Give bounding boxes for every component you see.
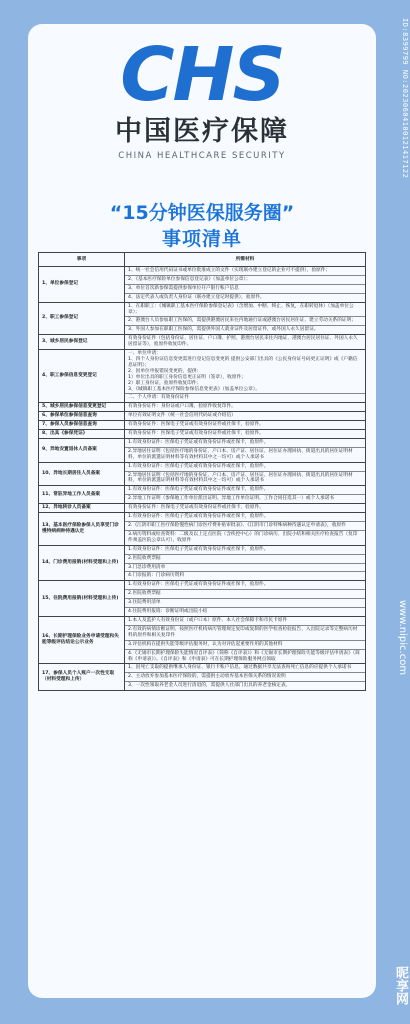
material-entry: 1.有效身份证件：医保电子凭证或有效身份证件或社保卡，验原件。 xyxy=(125,581,365,590)
material-entry: 有效身份证件：医保电子凭证或有效身份证件或社保卡，验原件。 xyxy=(128,505,264,511)
table-header xyxy=(39,253,366,267)
table-row xyxy=(39,303,366,336)
row-materials xyxy=(125,403,366,411)
table-row xyxy=(39,617,366,664)
material-entry: 2、主动放弃参加基本医疗保险的，需提供主动放弃基本医保关系的情况说明 xyxy=(125,673,365,682)
material-entry: 1.有效身份证件：医保电子凭证或有效身份证件或社保卡，验原件。 xyxy=(125,513,365,522)
material-entry: 4.门诊报销：门诊病历资料 xyxy=(128,573,185,579)
row-item-name: 13、基本医疗保险参保人员享受门诊慢特病病种待遇认定 xyxy=(39,513,125,545)
row-materials xyxy=(125,335,366,349)
row-item-name: 14、门诊费用报销(材料受理和上传) xyxy=(39,546,125,581)
row-item-name: 8、出具《参保凭证》 xyxy=(39,430,125,438)
table-row xyxy=(39,403,366,412)
material-entry: 2.有效的病情诊断证明、按照医疗机构病历管理规定复印或复制的医学检查检验报告、入出院记录等完整病历材料的原件和相关复印件 xyxy=(125,626,365,641)
material-entry: 3.病历资料或检查资料：二级及以上定点医院（含疾控中心）的门诊病历、出院小结和相关医疗检查报告（复印件须盖医院公章认可），收原件 xyxy=(128,531,358,543)
material-entry: 1.有效身份证件：医保电子凭证或有效身份证件或社保卡，验原件。 xyxy=(125,486,365,495)
material-entry: 2.异地居住证明（包括医疗地的身份证、户口本、房产证、居住证、居住证办理回执、街道出具的居住证明材料，单位的派遣证明材料等有效材料其中之一均可）或个人承诺书 xyxy=(128,472,353,484)
row-item-name: 5、城乡居民参保信息变更登记 xyxy=(39,403,125,411)
material-entry: 2、港澳台人员参加职工医保的，需提供港澳居民来往内地通行证或港澳台居民居住证、建立劳动关系的证明； xyxy=(125,317,365,326)
material-entry: 2.异地居住证明（包括医疗地的身份证、户口本、房产证、居住证、居住证办理回执、街道出具的居住证明材料，单位的派遣证明材料等有效材料其中之一均可）或个人承诺书 xyxy=(128,448,353,460)
row-materials xyxy=(125,421,366,429)
row-materials xyxy=(125,303,366,335)
row-item-name: 17、参保人员个人账户一次性支取（材料受理和上传） xyxy=(39,664,125,690)
header-item: 事项 xyxy=(39,253,125,266)
material-entry: 1.有效身份证件：医保电子凭证或有效身份证件或社保卡，验原件。 xyxy=(125,439,365,448)
poster-title-line1: “15分钟医保服务圈” xyxy=(109,202,295,224)
logo-name-cn: 中国医疗保障 xyxy=(115,116,289,147)
material-entry: 有效身份证件：身份证或户口簿，验原件收复印件。 xyxy=(128,404,236,410)
row-item-name: 15、住院费用报销(材料受理和上传) xyxy=(39,581,125,616)
material-entry: 2.异地工作证明（参保地工作单位派出证明、异地工作单位证明、工作合同任选其一）或个人承诺书 xyxy=(128,496,335,502)
logo-mark: CHS xyxy=(120,32,284,118)
table-row xyxy=(39,664,366,691)
material-entry: 2.《江阴市职工医疗保险慢性病门诊医疗费补贴审批表》、《江阴市门诊特殊病种待遇认定申请表》，收原件 xyxy=(125,522,365,531)
row-materials xyxy=(125,412,366,420)
table-row xyxy=(39,421,366,430)
material-entry: 3.住院费用清单 xyxy=(125,599,365,608)
row-materials xyxy=(125,664,366,690)
watermark-site: www.nipic.com xyxy=(397,600,408,676)
material-entry: 1.本人及监护人有效身份证（或户口本）原件、本人社会保障卡和市民卡原件 xyxy=(125,617,365,626)
table-row xyxy=(39,350,366,403)
row-materials xyxy=(125,546,366,581)
row-item-name: 11、常驻异地工作人员备案 xyxy=(39,486,125,503)
table-row xyxy=(39,581,366,617)
table-row xyxy=(39,504,366,513)
material-entry: 3、单位首次新参保需提供参保单位开户银行账户信息 xyxy=(125,285,365,294)
material-entry: 有效身份证件：医保电子凭证或有效身份证件或社保卡，验原件。 xyxy=(128,422,264,428)
table-row xyxy=(39,463,366,487)
row-materials xyxy=(125,617,366,663)
row-item-name: 2、职工参保登记 xyxy=(39,303,125,335)
row-materials xyxy=(125,439,366,462)
table-row xyxy=(39,267,366,303)
table-row xyxy=(39,335,366,350)
material-entry: 1.有效身份证件：医保电子凭证或有效身份证件或社保卡，验原件。 xyxy=(125,546,365,555)
chs-logo xyxy=(28,32,376,161)
material-entry: 3、外国人参加在职职工医保的，需提供外国人就业证件及居留证件，或外国人永久居留证。 xyxy=(128,327,319,333)
row-materials xyxy=(125,581,366,616)
logo-name-en: CHINA HEALTHCARE SECURITY xyxy=(118,151,286,161)
row-item-name: 3、城乡居民参保登记 xyxy=(39,335,125,349)
watermark-brand: 昵享网 xyxy=(393,966,408,1005)
table-row xyxy=(39,430,366,439)
material-entry: 4.《无锡市长期护理保险失能情况自评表》（简称《自评表》）和《无锡市长期护理保险失能等级评估申请表》（简称《申请表》）。《自评表》和《申请表》可在长期护理保险服务网点领取 xyxy=(128,650,360,662)
material-entry: 1、因死亡支取的提供继承人身份证、银行卡账户信息，通过数据共享无法查询死亡信息的应提供个人承诺书 xyxy=(125,664,365,673)
row-item-name: 10、异地长期居住人员备案 xyxy=(39,463,125,486)
material-entry: 二、个人申请：有效身份证件 xyxy=(128,395,189,401)
material-entry: 有效身份证件：医保电子凭证或有效身份证件或社保卡，验原件。 xyxy=(128,431,264,437)
poster-card xyxy=(28,24,376,998)
table-row xyxy=(39,546,366,582)
table-row xyxy=(39,412,366,421)
row-item-name: 9、异地安置退休人员备案 xyxy=(39,439,125,462)
table-row xyxy=(39,513,366,546)
table-row xyxy=(39,439,366,463)
row-item-name: 4、职工参保信息变更登记 xyxy=(39,350,125,402)
material-entry: 2、《基本医疗保险单位参保信息登记表》（加盖单位公章）； xyxy=(125,276,365,285)
row-item-name: 6、参保单位参保信息查询 xyxy=(39,412,125,420)
material-entry: 1.有效身份证件：医保电子凭证或有效身份证件或社保卡，验原件。 xyxy=(125,463,365,472)
header-materials: 所需材料 xyxy=(125,253,366,266)
row-item-name: 12、异地转诊人员备案 xyxy=(39,504,125,512)
items-table xyxy=(38,252,366,691)
material-entry: 1、在职职工：《城镇职工基本医疗保险参保登记表》（含增加、中断、终止、恢复，在职转退休）（加盖单位公章）； xyxy=(125,303,365,318)
row-item-name: 1、单位参保登记 xyxy=(39,267,125,302)
material-entry: 4、法定代表人或负责人身份证（联办建立登记时提供），验原件。 xyxy=(128,294,265,300)
material-entry: 单位有效证明文件（统一社会信用代码证或介绍信） xyxy=(128,413,236,419)
material-entry: 一、单位申请： 1、四个人身份证信息变更需进行登记信息变更的 提供公安部门出具的《公民身份证号码更正证明》或《户籍信息证明》； 2、因单位申报错误变更的，提供： 1）单位出具的职工身份信息更正证明（签章），收原件； 2）职工身份证，验原件收复印件； 3、《城镇职工基本医疗保险参保信息变更表》（加盖单位公章）。 xyxy=(125,350,365,394)
poster-title-line2: 事项清单 xyxy=(161,228,242,250)
row-materials xyxy=(125,267,366,302)
material-entry: 4.住院费用报销：诊断证明或出院小结 xyxy=(128,609,208,615)
table-body xyxy=(39,267,366,691)
row-materials xyxy=(125,504,366,512)
material-entry: 3.门急诊费用清单 xyxy=(125,564,365,573)
material-entry: 3、一次性领取养老金人员进行清退的，需提供人社部门出具的养老金核定表。 xyxy=(128,683,291,689)
row-materials xyxy=(125,486,366,503)
material-entry: 3.评估机构在提供失能等级评估服务时，认为对评估起重要作用的其他材料 xyxy=(125,641,365,650)
table-row xyxy=(39,486,366,504)
row-materials xyxy=(125,430,366,438)
row-materials xyxy=(125,463,366,486)
material-entry: 1、统一社会信用代码证书或单位批准成立的文件（实现联办建立登记的企业可不提供），验原件； xyxy=(125,267,365,276)
row-materials xyxy=(125,350,366,402)
material-entry: 有效身份证件（包括身份证、居住证、户口簿、护照、港澳台居民来往内地证、港澳台居民居住证、外国人永久居留证等），验原件收复印件。 xyxy=(128,336,358,348)
watermark-id: ID:8399799 NO:20230604100121417122 xyxy=(401,18,409,179)
material-entry: 2.医院收费票据 xyxy=(125,590,365,599)
row-item-name: 16、长期护理保险业务申请受理和失能等级评估结论公示业务 xyxy=(39,617,125,663)
row-item-name: 7、参保人员参保信息查询 xyxy=(39,421,125,429)
row-materials xyxy=(125,513,366,545)
material-entry: 2.医院收费票据 xyxy=(125,555,365,564)
